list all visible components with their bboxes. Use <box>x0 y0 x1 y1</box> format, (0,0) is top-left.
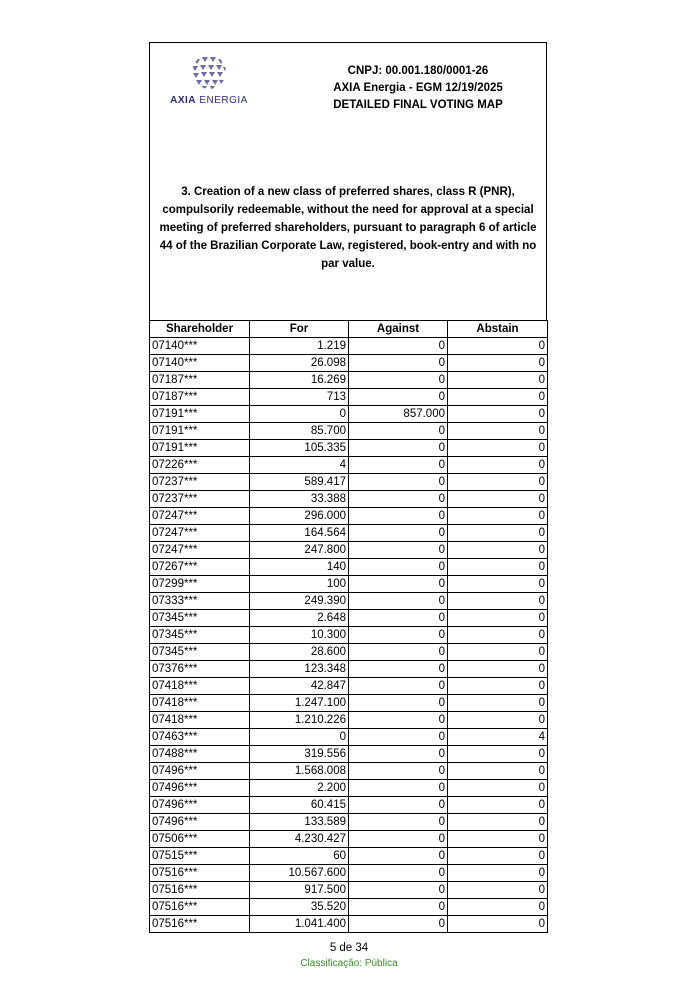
table-row <box>150 678 548 695</box>
table-row <box>150 423 548 440</box>
cell-for: 0 <box>250 729 349 746</box>
logo-wordmark: AXIA ENERGIA <box>170 95 248 106</box>
table-row <box>150 882 548 899</box>
cell-against: 0 <box>349 355 448 372</box>
table-row <box>150 559 548 576</box>
table-row <box>150 780 548 797</box>
cell-for: 4.230.427 <box>250 831 349 848</box>
cell-for: 0 <box>250 406 349 423</box>
cell-against: 0 <box>349 729 448 746</box>
cell-for: 2.648 <box>250 610 349 627</box>
meeting-line: AXIA Energia - EGM 12/19/2025 <box>333 82 503 94</box>
cell-against: 0 <box>349 644 448 661</box>
cell-for: 1.247.100 <box>250 695 349 712</box>
cell-shareholder: 07516*** <box>150 899 250 916</box>
column-header-shareholder: Shareholder <box>150 321 250 338</box>
table-header-row <box>150 321 548 338</box>
cell-abstain: 0 <box>448 593 548 610</box>
cell-against: 0 <box>349 916 448 933</box>
classification-label: Classificação: Pública <box>300 958 398 969</box>
cell-abstain: 0 <box>448 644 548 661</box>
table-row <box>150 644 548 661</box>
cell-shareholder: 07345*** <box>150 610 250 627</box>
cell-against: 0 <box>349 525 448 542</box>
cell-shareholder: 07488*** <box>150 746 250 763</box>
cell-against: 0 <box>349 457 448 474</box>
cell-for: 85.700 <box>250 423 349 440</box>
page-footer <box>0 940 698 972</box>
table-row <box>150 355 548 372</box>
cell-shareholder: 07345*** <box>150 627 250 644</box>
table-row <box>150 338 548 355</box>
cell-shareholder: 07345*** <box>150 644 250 661</box>
cell-shareholder: 07506*** <box>150 831 250 848</box>
table-row <box>150 814 548 831</box>
table-row <box>150 831 548 848</box>
cell-for: 247.800 <box>250 542 349 559</box>
cell-for: 105.335 <box>250 440 349 457</box>
cell-shareholder: 07237*** <box>150 491 250 508</box>
cell-abstain: 0 <box>448 423 548 440</box>
cell-abstain: 0 <box>448 576 548 593</box>
table-row <box>150 797 548 814</box>
cell-abstain: 0 <box>448 610 548 627</box>
cell-for: 249.390 <box>250 593 349 610</box>
cell-for: 713 <box>250 389 349 406</box>
cell-against: 0 <box>349 542 448 559</box>
cell-against: 0 <box>349 899 448 916</box>
cell-against: 0 <box>349 559 448 576</box>
cell-shareholder: 07247*** <box>150 525 250 542</box>
table-row <box>150 746 548 763</box>
cell-shareholder: 07140*** <box>150 338 250 355</box>
cell-against: 0 <box>349 593 448 610</box>
cell-for: 589.417 <box>250 474 349 491</box>
cell-against: 0 <box>349 508 448 525</box>
column-header-abstain: Abstain <box>448 321 548 338</box>
cell-shareholder: 07191*** <box>150 440 250 457</box>
cell-abstain: 0 <box>448 695 548 712</box>
cell-shareholder: 07333*** <box>150 593 250 610</box>
table-row <box>150 695 548 712</box>
cell-shareholder: 07299*** <box>150 576 250 593</box>
cell-abstain: 0 <box>448 491 548 508</box>
document-header <box>149 42 547 320</box>
cell-abstain: 0 <box>448 542 548 559</box>
page-number: 5 de 34 <box>329 942 369 954</box>
column-header-against: Against <box>349 321 448 338</box>
table-body <box>150 338 548 933</box>
cell-abstain: 0 <box>448 831 548 848</box>
cell-shareholder: 07418*** <box>150 712 250 729</box>
cell-shareholder: 07516*** <box>150 916 250 933</box>
cell-against: 0 <box>349 763 448 780</box>
cell-against: 0 <box>349 780 448 797</box>
cell-shareholder: 07496*** <box>150 780 250 797</box>
cell-abstain: 0 <box>448 508 548 525</box>
cell-for: 1.210.226 <box>250 712 349 729</box>
cell-abstain: 0 <box>448 865 548 882</box>
table-row <box>150 406 548 423</box>
cell-shareholder: 07247*** <box>150 508 250 525</box>
cell-for: 917.500 <box>250 882 349 899</box>
cell-shareholder: 07516*** <box>150 865 250 882</box>
cell-abstain: 0 <box>448 712 548 729</box>
cell-for: 319.556 <box>250 746 349 763</box>
cell-for: 16.269 <box>250 372 349 389</box>
cell-abstain: 0 <box>448 797 548 814</box>
cell-against: 0 <box>349 882 448 899</box>
cell-shareholder: 07515*** <box>150 848 250 865</box>
cnpj-line: CNPJ: 00.001.180/0001-26 <box>347 65 489 77</box>
cell-abstain: 0 <box>448 661 548 678</box>
cell-shareholder: 07376*** <box>150 661 250 678</box>
table-row <box>150 916 548 933</box>
cell-abstain: 4 <box>448 729 548 746</box>
cell-for: 1.568.008 <box>250 763 349 780</box>
cell-abstain: 0 <box>448 746 548 763</box>
cell-shareholder: 07418*** <box>150 695 250 712</box>
table-row <box>150 372 548 389</box>
cell-abstain: 0 <box>448 763 548 780</box>
cell-for: 33.388 <box>250 491 349 508</box>
cell-for: 26.098 <box>250 355 349 372</box>
axia-globe-logo-icon <box>188 53 230 93</box>
cell-abstain: 0 <box>448 372 548 389</box>
cell-against: 857.000 <box>349 406 448 423</box>
cell-for: 4 <box>250 457 349 474</box>
table-row <box>150 491 548 508</box>
cell-for: 123.348 <box>250 661 349 678</box>
cell-for: 164.564 <box>250 525 349 542</box>
cell-abstain: 0 <box>448 882 548 899</box>
cell-for: 133.589 <box>250 814 349 831</box>
table-row <box>150 661 548 678</box>
cell-shareholder: 07496*** <box>150 797 250 814</box>
cell-shareholder: 07247*** <box>150 542 250 559</box>
cell-for: 296.000 <box>250 508 349 525</box>
cell-against: 0 <box>349 661 448 678</box>
cell-abstain: 0 <box>448 559 548 576</box>
table-row <box>150 508 548 525</box>
cell-against: 0 <box>349 423 448 440</box>
cell-shareholder: 07191*** <box>150 423 250 440</box>
cell-against: 0 <box>349 814 448 831</box>
cell-abstain: 0 <box>448 355 548 372</box>
table-row <box>150 712 548 729</box>
cell-against: 0 <box>349 474 448 491</box>
cell-against: 0 <box>349 389 448 406</box>
cell-shareholder: 07226*** <box>150 457 250 474</box>
cell-shareholder: 07496*** <box>150 814 250 831</box>
cell-against: 0 <box>349 678 448 695</box>
cell-abstain: 0 <box>448 474 548 491</box>
agenda-item-text: 3. Creation of a new class of preferred shares, class R (PNR), compulsorily redeemable, without the need for approval at a special meeting of preferred shareholders, pursuant to paragraph 6 of article 44 of the Brazilian Corporate Law, registered, book-entry and with no par value. <box>159 186 537 270</box>
cell-shareholder: 07191*** <box>150 406 250 423</box>
cell-against: 0 <box>349 491 448 508</box>
cell-abstain: 0 <box>448 916 548 933</box>
cell-shareholder: 07140*** <box>150 355 250 372</box>
cell-for: 42.847 <box>250 678 349 695</box>
cell-for: 28.600 <box>250 644 349 661</box>
cell-against: 0 <box>349 440 448 457</box>
cell-abstain: 0 <box>448 627 548 644</box>
cell-against: 0 <box>349 610 448 627</box>
table-row <box>150 542 548 559</box>
table-row <box>150 593 548 610</box>
cell-shareholder: 07187*** <box>150 372 250 389</box>
cell-against: 0 <box>349 865 448 882</box>
cell-shareholder: 07516*** <box>150 882 250 899</box>
cell-abstain: 0 <box>448 338 548 355</box>
cell-abstain: 0 <box>448 780 548 797</box>
cell-against: 0 <box>349 831 448 848</box>
table-row <box>150 610 548 627</box>
cell-for: 60.415 <box>250 797 349 814</box>
table-row <box>150 389 548 406</box>
cell-against: 0 <box>349 372 448 389</box>
table-row <box>150 899 548 916</box>
table-row <box>150 525 548 542</box>
table-row <box>150 763 548 780</box>
cell-against: 0 <box>349 627 448 644</box>
cell-against: 0 <box>349 695 448 712</box>
table-row <box>150 865 548 882</box>
cell-abstain: 0 <box>448 848 548 865</box>
cell-against: 0 <box>349 576 448 593</box>
cell-abstain: 0 <box>448 678 548 695</box>
cell-for: 10.567.600 <box>250 865 349 882</box>
cell-abstain: 0 <box>448 406 548 423</box>
cell-abstain: 0 <box>448 525 548 542</box>
cell-for: 140 <box>250 559 349 576</box>
cell-shareholder: 07187*** <box>150 389 250 406</box>
cell-for: 1.041.400 <box>250 916 349 933</box>
cell-for: 100 <box>250 576 349 593</box>
cell-for: 35.520 <box>250 899 349 916</box>
cell-against: 0 <box>349 712 448 729</box>
cell-shareholder: 07463*** <box>150 729 250 746</box>
document-title: DETAILED FINAL VOTING MAP <box>333 99 503 111</box>
cell-shareholder: 07237*** <box>150 474 250 491</box>
cell-against: 0 <box>349 338 448 355</box>
cell-against: 0 <box>349 797 448 814</box>
cell-abstain: 0 <box>448 440 548 457</box>
cell-abstain: 0 <box>448 814 548 831</box>
voting-map-page <box>149 42 547 933</box>
table-row <box>150 576 548 593</box>
cell-abstain: 0 <box>448 457 548 474</box>
cell-shareholder: 07496*** <box>150 763 250 780</box>
header-lines <box>290 63 546 114</box>
cell-abstain: 0 <box>448 899 548 916</box>
cell-for: 2.200 <box>250 780 349 797</box>
cell-for: 60 <box>250 848 349 865</box>
cell-against: 0 <box>349 848 448 865</box>
table-row <box>150 848 548 865</box>
cell-abstain: 0 <box>448 389 548 406</box>
table-row <box>150 457 548 474</box>
table-row <box>150 729 548 746</box>
cell-for: 1.219 <box>250 338 349 355</box>
cell-shareholder: 07418*** <box>150 678 250 695</box>
table-row <box>150 474 548 491</box>
cell-for: 10.300 <box>250 627 349 644</box>
voting-table <box>149 320 548 933</box>
cell-against: 0 <box>349 746 448 763</box>
table-row <box>150 627 548 644</box>
cell-shareholder: 07267*** <box>150 559 250 576</box>
column-header-for: For <box>250 321 349 338</box>
table-row <box>150 440 548 457</box>
company-logo <box>164 53 254 113</box>
